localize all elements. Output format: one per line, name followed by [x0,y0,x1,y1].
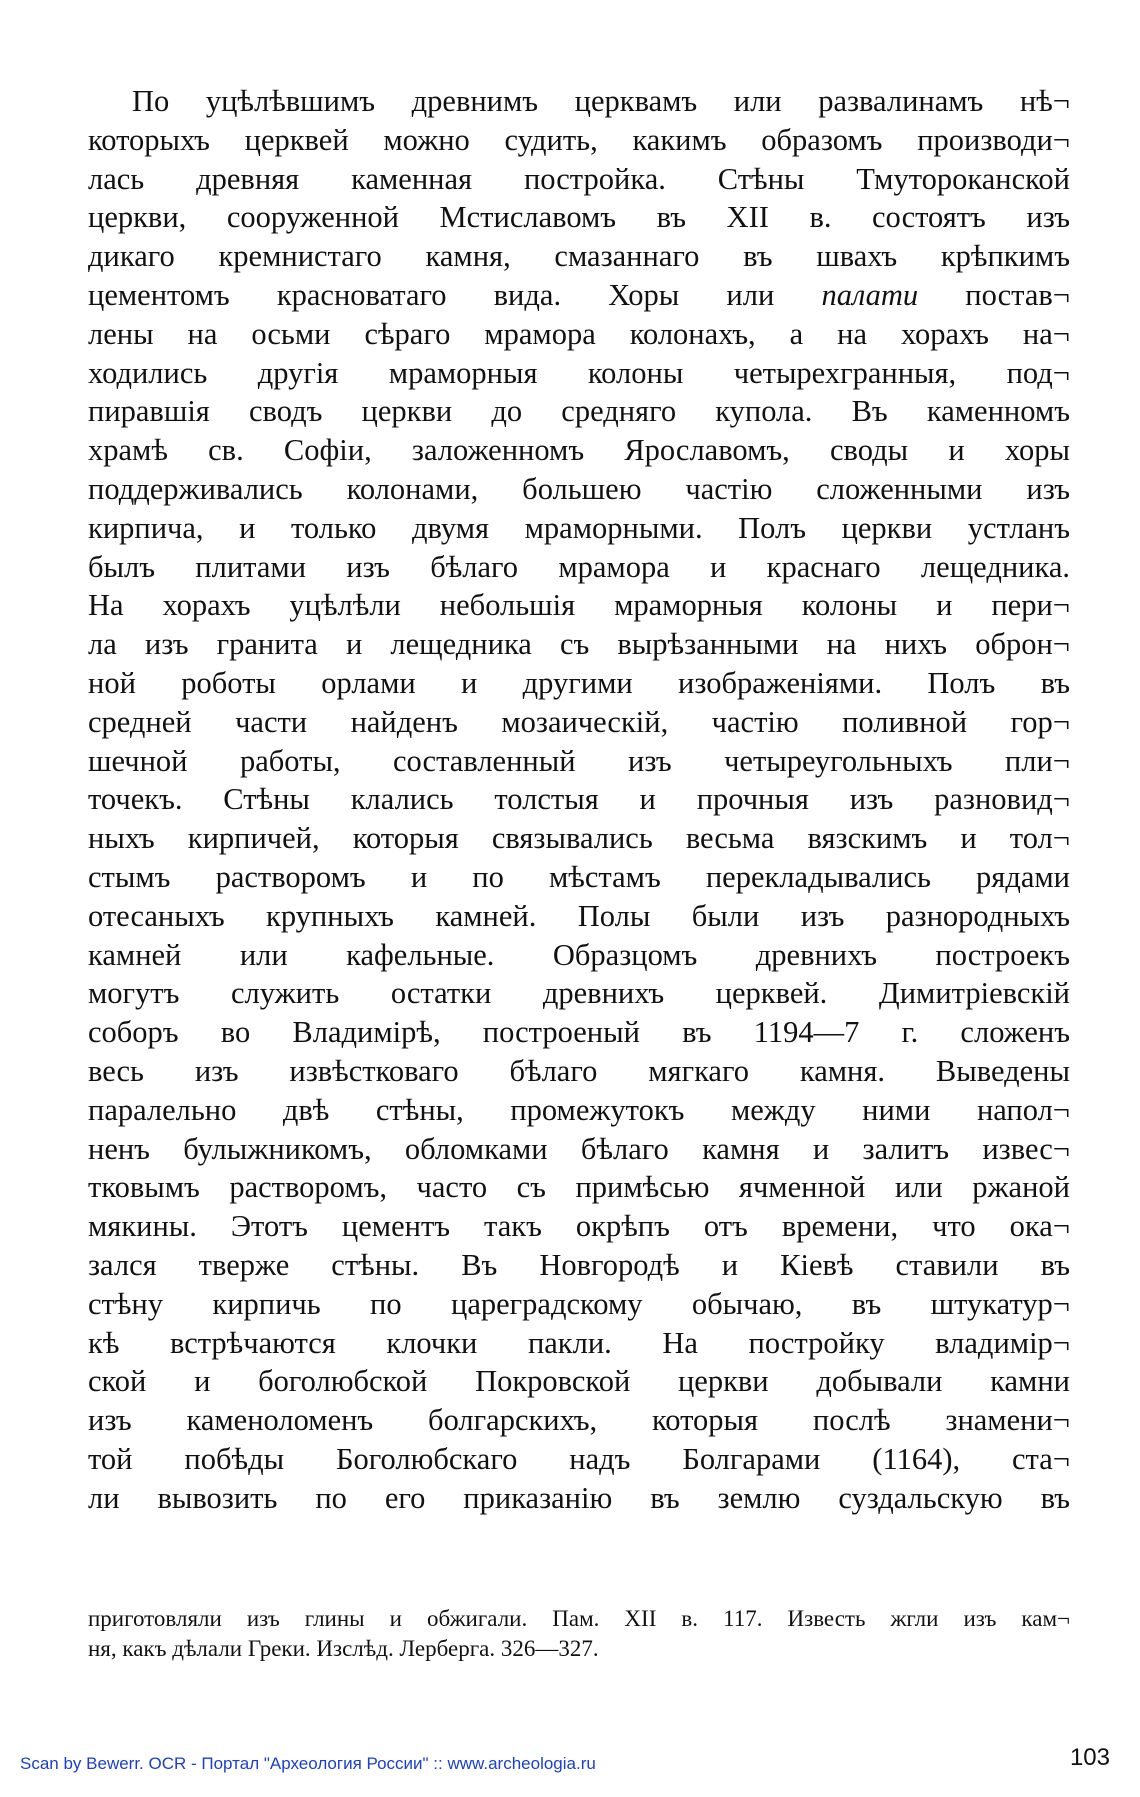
text-line-with-italic [88,276,1070,315]
text-line: кѣ встрѣчаются клочки пакли. На постройку владимір¬ [88,1325,1070,1360]
text-line: церкви, сооруженной Мстиславомъ въ XII в. состоятъ изъ [88,200,1070,235]
footnote-line: приготовляли изъ глины и обжигали. Пам. XII в. 117. Известь жгли изъ кам¬ [88,1606,1070,1631]
text-line: весь изъ извѣстковаго бѣлаго мягкаго камня. Выведены [88,1053,1070,1088]
text-line: лась древняя каменная постройка. Стѣны Тмутороканской [88,161,1070,196]
text-line: По уцѣлѣвшимъ древнимъ церквамъ или развалинамъ нѣ¬ [132,84,1070,118]
text-line: На хорахъ уцѣлѣли небольшія мраморныя колоны и пери¬ [88,588,1070,623]
text-line: которыхъ церквей можно судить, какимъ образомъ производи¬ [88,122,1070,157]
main-text-block [88,82,1070,1517]
text-line: ли вывозить по его приказанію въ землю суздальскую въ [88,1480,1070,1515]
footnote [88,1604,1070,1664]
text-line: кирпича, и только двумя мраморными. Полъ церкви устланъ [88,510,1070,545]
text-line: отесаныхъ крупныхъ камней. Полы были изъ разнородныхъ [88,898,1070,933]
text-line: тковымъ растворомъ, часто съ примѣсью ячменной или ржаной [88,1170,1070,1205]
text-line: паралельно двѣ стѣны, промежутокъ между ними напол¬ [88,1092,1070,1127]
text-line: точекъ. Стѣны клались толстыя и прочныя изъ разновид¬ [88,782,1070,817]
text-line-end: постав¬ [965,277,1070,312]
text-line-start: цементомъ красноватаго вида. Хоры или [88,277,775,312]
text-line: ной роботы орлами и другими изображеніями. Полъ въ [88,665,1070,700]
text-line: лены на осьми сѣраго мрамора колонахъ, а на хорахъ на¬ [88,316,1070,351]
text-line: соборъ во Владимірѣ, построеный въ 1194—7 г. сложенъ [88,1015,1070,1050]
text-line: средней части найденъ мозаическій, частію поливной гор¬ [88,704,1070,739]
scan-credit-link[interactable]: Scan by Bewerr. OCR - Портал "Археология России" :: www.archeologia.ru [20,1754,596,1773]
italic-term: палати [821,277,919,312]
text-line: стымъ растворомъ и по мѣстамъ перекладывались рядами [88,859,1070,894]
text-line: ской и боголюбской Покровской церкви добывали камни [88,1364,1070,1399]
text-line: былъ плитами изъ бѣлаго мрамора и краснаго лещедника. [88,549,1070,584]
text-line: стѣну кирпичь по цареградскому обычаю, въ штукатур¬ [88,1286,1070,1321]
text-line: ненъ булыжникомъ, обломками бѣлаго камня и залитъ извес¬ [88,1131,1070,1166]
text-line: ныхъ кирпичей, которыя связывались весьма вязскимъ и тол¬ [88,821,1070,856]
footnote-line: ня, какъ дѣлали Греки. Изслѣд. Лерберга. 326—327. [88,1636,599,1661]
text-line: зался тверже стѣны. Въ Новгородѣ и Кіевѣ ставили въ [88,1247,1070,1282]
text-line: ходились другія мраморныя колоны четырехгранныя, под¬ [88,355,1070,390]
text-line: камней или кафельные. Образцомъ древнихъ построекъ [88,937,1070,972]
text-line: храмѣ св. Софіи, заложенномъ Ярославомъ, своды и хоры [88,433,1070,468]
text-line: дикаго кремнистаго камня, смазаннаго въ швахъ крѣпкимъ [88,239,1070,274]
text-line: изъ каменоломенъ болгарскихъ, которыя послѣ знамени¬ [88,1403,1070,1438]
text-line: мякины. Этотъ цементъ такъ окрѣпъ отъ времени, что ока¬ [88,1209,1070,1244]
page-number: 103 [1069,1744,1110,1771]
text-line: поддерживались колонами, большею частію сложенными изъ [88,471,1070,506]
text-line: могутъ служить остатки древнихъ церквей. Димитріевскій [88,976,1070,1011]
text-line: пиравшія сводъ церкви до средняго купола. Въ каменномъ [88,394,1070,429]
text-line: шечной работы, составленный изъ четыреугольныхъ пли¬ [88,743,1070,778]
text-line: ла изъ гранита и лещедника съ вырѣзанными на нихъ оброн¬ [88,627,1070,662]
text-line: той побѣды Боголюбскаго надъ Болгарами (1164), ста¬ [88,1441,1070,1476]
